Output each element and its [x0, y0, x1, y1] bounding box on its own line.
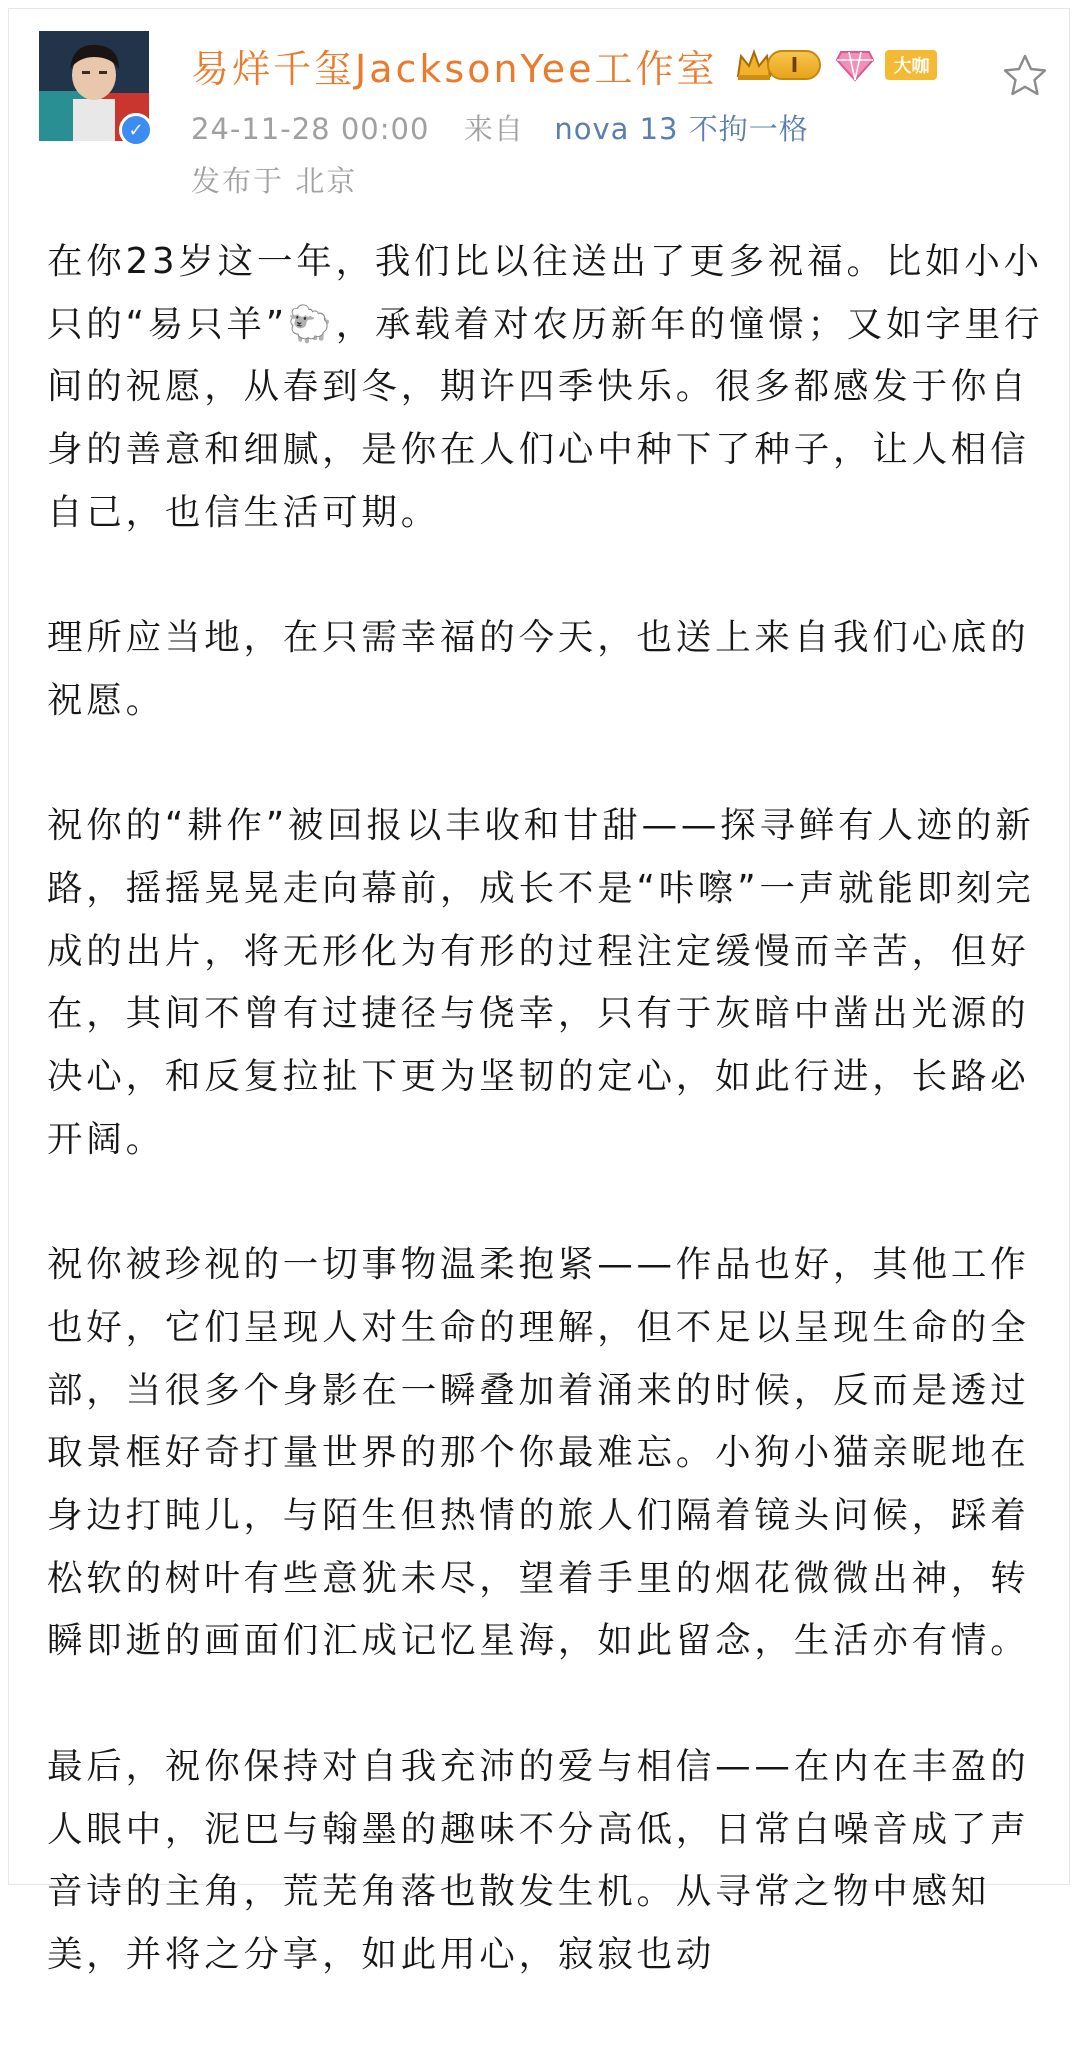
post-paragraph: 理所应当地，在只需幸福的今天，也送上来自我们心底的祝愿。	[47, 617, 1030, 721]
post-location: 发布于 北京	[191, 164, 358, 198]
post-paragraph: 最后，祝你保持对自我充沛的爱与相信——在内在丰盈的人眼中，泥巴与翰墨的趣味不分高低，日常白噪音成了声音诗的主角，荒芜角落也散发生机。从寻常之物中感知美，并将之分享，如此用心，寂寂也动	[47, 1745, 1030, 1975]
device-link[interactable]: nova 13 不拘一格	[554, 112, 809, 146]
favorite-button[interactable]	[999, 49, 1051, 101]
username-link[interactable]: 易烊千玺JacksonYee工作室	[191, 46, 718, 91]
source-prefix: 来自	[463, 112, 524, 146]
verified-badge	[119, 113, 153, 147]
checkmark-icon: ✓	[128, 119, 144, 141]
post-timestamp: 24-11-28 00:00	[191, 112, 430, 146]
post-paragraph: 在你23岁这一年，我们比以往送出了更多祝福。比如小小只的“易只羊”🐑，承载着对农历新年的憧憬；又如字里行间的祝愿，从春到冬，期许四季快乐。很多都感发于你自身的善意和细腻，是你在人们心中种下了种子，让人相信自己，也信生活可期。	[47, 241, 1044, 533]
avatar[interactable]	[39, 31, 157, 149]
post-body	[47, 231, 1047, 2049]
level-number: I	[767, 50, 821, 80]
weibo-post-card	[8, 8, 1070, 1975]
name-row	[191, 39, 937, 91]
level-badge[interactable]	[735, 46, 821, 84]
diamond-icon[interactable]	[835, 48, 875, 82]
post-paragraph: 祝你被珍视的一切事物温柔抱紧——作品也好，其他工作也好，它们呈现人对生命的理解，但不足以呈现生命的全部，当很多个身影在一瞬叠加着涌来的时候，反而是透过取景框好奇打量世界的那个你最难忘。小狗小猫亲昵地在身边打盹儿，与陌生但热情的旅人们隔着镜头问候，踩着松软的树叶有些意犹未尽，望着手里的烟花微微出神，转瞬即逝的画面们汇成记忆星海，如此留念，生活亦有情。	[47, 1244, 1030, 1662]
post-header	[9, 9, 1069, 199]
post-meta	[191, 107, 809, 148]
star-outline-icon	[1002, 53, 1048, 97]
vip-badge[interactable]: 大咖	[885, 50, 937, 80]
post-paragraph: 祝你的“耕作”被回报以丰收和甘甜——探寻鲜有人迹的新路，摇摇晃晃走向幕前，成长不是“咔嚓”一声就能即刻完成的出片，将无形化为有形的过程注定缓慢而辛苦，但好在，其间不曾有过捷径与侥幸，只有于灰暗中凿出光源的决心，和反复拉扯下更为坚韧的定心，如此行进，长路必开阔。	[47, 805, 1035, 1160]
